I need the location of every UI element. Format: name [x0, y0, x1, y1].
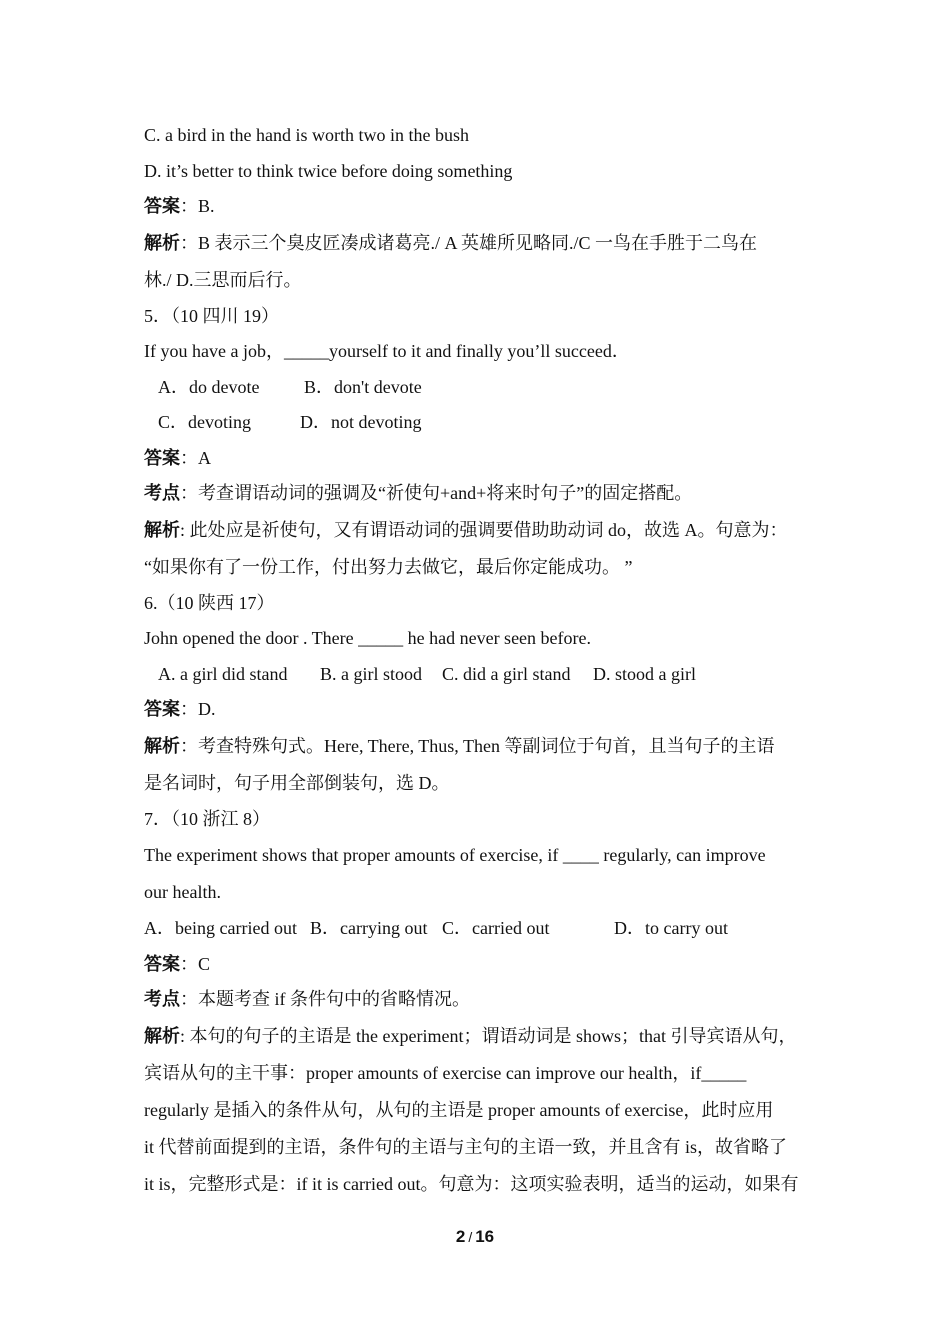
option-b: B. a girl stood: [320, 663, 422, 684]
explanation-text: ：考查特殊句式。Here, There, Thus, Then 等副词位于句首，且当句子的主语: [180, 735, 775, 756]
explanation-7-line-3: regularly 是插入的条件从句，从句的主语是 proper amounts of exercise，此时应用: [144, 1099, 774, 1120]
answer-label: 答案: [144, 447, 180, 468]
option-c: C. did a girl stand: [442, 663, 571, 684]
explanation-text: : 此处应是祈使句，又有谓语动词的强调要借助助动词 do，故选 A。句意为：: [180, 519, 788, 540]
explanation-label: 解析: [144, 735, 180, 756]
explanation-text: : 本句的句子的主语是 the experiment；谓语动词是 shows；that 引导宾语从句，: [180, 1025, 797, 1046]
option-d: D．to carry out: [614, 918, 728, 938]
explanation-label: 解析: [144, 232, 180, 253]
question-7-text-line-2: our health.: [144, 882, 221, 902]
explanation-label: 解析: [144, 519, 180, 540]
answer-7: [144, 947, 814, 983]
answer-value: ：A: [180, 447, 211, 468]
option-d: D．not devoting: [300, 412, 422, 432]
explanation-7-line-2: 宾语从句的主干事：proper amounts of exercise can improve our health，if_____: [144, 1062, 747, 1083]
answer-value: ：B.: [180, 196, 215, 216]
explanation-text: ：B 表示三个臭皮匠凑成诸葛亮./ A 英雄所见略同./C 一鸟在手胜于二鸟在: [180, 232, 758, 253]
answer-label: 答案: [144, 953, 180, 974]
key-point-7: [144, 982, 814, 1018]
option-a: A. a girl did stand: [158, 663, 288, 684]
question-7-heading: 7．（10 浙江 8）: [144, 808, 270, 829]
question-6-options: [144, 657, 814, 693]
option-c: C．devoting: [158, 412, 251, 432]
answer-value: ：D.: [180, 699, 216, 719]
key-point-text: ：本题考查 if 条件句中的省略情况。: [180, 989, 470, 1009]
key-point-text: ：考查谓语动词的强调及“祈使句+and+将来时句子”的固定搭配。: [180, 483, 693, 503]
explanation-5-line-2: “如果你有了一份工作，付出努力去做它，最后你定能成功。 ”: [144, 556, 633, 577]
explanation-7-line-5: it is，完整形式是：if it is carried out。句意为：这项实验表明，适当的运动，如果有: [144, 1173, 799, 1194]
explanation-4-line-1: [144, 225, 814, 262]
explanation-label: 解析: [144, 1025, 180, 1046]
option-a: A．being carried out: [144, 918, 297, 938]
answer-label: 答案: [144, 699, 180, 719]
total-pages: 16: [475, 1227, 495, 1246]
option-c: C. a bird in the hand is worth two in the bush: [144, 125, 469, 145]
answer-4: [144, 189, 814, 225]
option-d: D. it’s better to think twice before doing something: [144, 160, 513, 181]
question-5-options-row-2: [144, 405, 814, 441]
question-5-text: If you have a job，_____yourself to it and finally you’ll succeed．: [144, 341, 630, 361]
explanation-6-line-2: 是名词时，句子用全部倒装句，选 D。: [144, 772, 450, 793]
answer-label: 答案: [144, 196, 180, 216]
option-d: D. stood a girl: [593, 663, 696, 684]
explanation-7-line-4: it 代替前面提到的主语，条件句的主语与主句的主语一致，并且含有 is，故省略了: [144, 1136, 788, 1157]
question-7-text-line-1: The experiment shows that proper amounts of exercise, if ____ regularly, can improve: [144, 845, 766, 865]
question-6-heading: 6.（10 陕西 17）: [144, 592, 275, 613]
explanation-5-line-1: [144, 512, 814, 549]
explanation-4-line-2: 林./ D.三思而后行。: [144, 269, 302, 290]
answer-6: [144, 692, 814, 728]
page-number: [0, 1227, 950, 1247]
key-point-label: 考点: [144, 483, 180, 503]
answer-value: ：C: [180, 953, 211, 974]
question-5-heading: 5．（10 四川 19）: [144, 305, 279, 326]
page-content: [144, 118, 814, 1203]
page-separator: /: [468, 1229, 473, 1245]
explanation-6-line-1: [144, 728, 814, 765]
question-7-options: [144, 911, 814, 947]
option-a: A．do devote: [158, 376, 260, 397]
explanation-7-line-1: [144, 1018, 814, 1055]
option-b: B．don't devote: [304, 376, 422, 397]
key-point-label: 考点: [144, 989, 180, 1009]
question-5-options-row-1: [144, 370, 814, 406]
question-6-text: John opened the door . There _____ he had never seen before.: [144, 628, 592, 648]
option-c: C．carried out: [442, 918, 550, 938]
key-point-5: [144, 476, 814, 512]
current-page: 2: [455, 1227, 466, 1246]
answer-5: [144, 441, 814, 477]
option-b: B．carrying out: [310, 918, 428, 938]
